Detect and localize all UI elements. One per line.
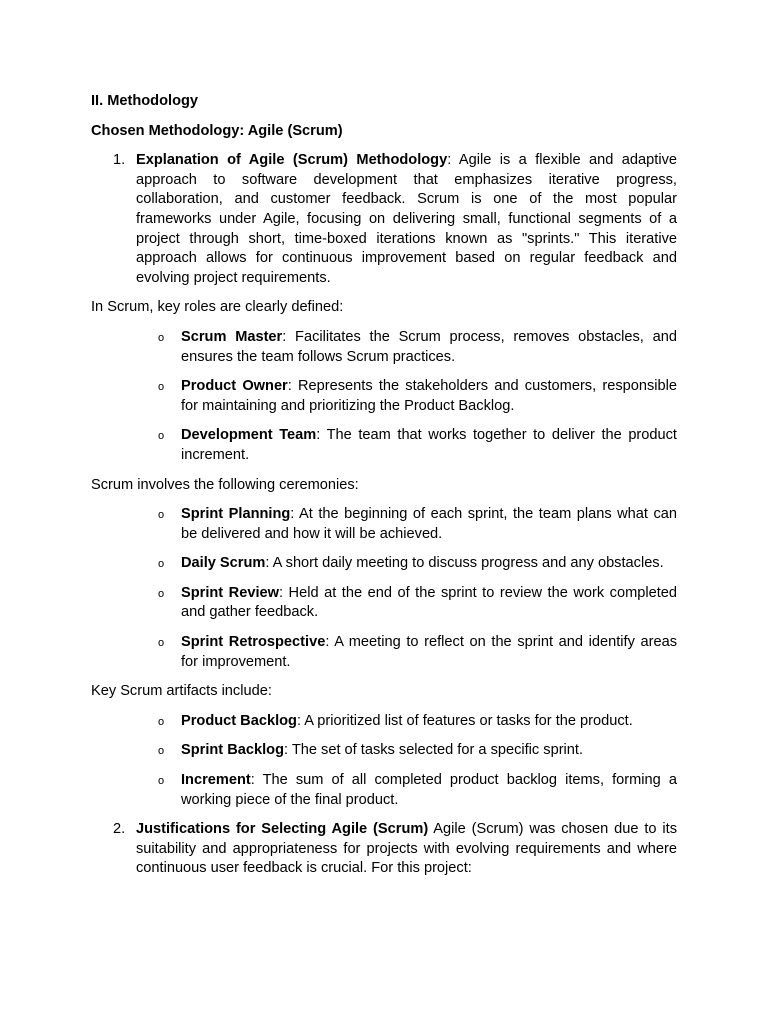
item-number: 2.: [113, 821, 126, 838]
list-item: [91, 505, 677, 544]
list-item: [91, 741, 677, 761]
bullet-marker: o: [158, 381, 165, 394]
item-number: 1.: [113, 152, 126, 169]
item-title: Explanation of Agile (Scrum) Methodology: [136, 152, 448, 169]
ceremonies-intro: Scrum involves the following ceremonies:: [91, 476, 359, 493]
description: : The team that works together to deliver the product increment.: [181, 427, 677, 463]
bullet-marker: o: [158, 331, 165, 344]
numbered-item-explanation: [91, 151, 677, 288]
bullet-marker: o: [158, 745, 165, 758]
term: Development Team: [181, 427, 317, 444]
list-item: [91, 584, 677, 623]
description: : The sum of all completed product backlog items, forming a working piece of the final product.: [181, 772, 677, 808]
bullet-marker: o: [158, 509, 165, 522]
term: Sprint Review: [181, 584, 279, 601]
list-item: [91, 633, 677, 672]
term: Sprint Retrospective: [181, 634, 326, 651]
bullet-marker: o: [158, 587, 165, 600]
description: : Represents the stakeholders and customers, responsible for maintaining and prioritizing the Product Backlog.: [181, 378, 677, 414]
description: : Held at the end of the sprint to review the work completed and gather feedback.: [181, 584, 678, 621]
item-text: : Agile is a flexible and adaptive approach to software development that emphasizes iterative progress, collaboration, and customer feedback. Scrum is one of the most popular frameworks under Agile, focusing on delivering small, functional segments of a project through short, time-boxed iterations known as "sprints." This iterative approach allows for continuous improvement based on regular feedback and evolving project requirements.: [136, 152, 677, 286]
list-item: [91, 771, 677, 810]
roles-list: [91, 328, 677, 466]
item-title: Justifications for Selecting Agile (Scrum): [136, 821, 429, 838]
section-title: II. Methodology: [91, 93, 199, 109]
bullet-marker: o: [158, 775, 165, 788]
chosen-methodology-heading: Chosen Methodology: Agile (Scrum): [91, 122, 343, 139]
bullet-marker: o: [158, 715, 165, 728]
term: Increment: [181, 772, 251, 789]
bullet-marker: o: [158, 637, 165, 650]
ceremonies-list: [91, 505, 677, 672]
term: Scrum Master: [181, 328, 283, 345]
description: : A meeting to reflect on the sprint and identify areas for improvement.: [181, 634, 678, 670]
bullet-marker: o: [158, 558, 165, 571]
list-item: [91, 712, 677, 732]
description: : A short daily meeting to discuss progress and any obstacles.: [265, 555, 664, 572]
roles-intro: In Scrum, key roles are clearly defined:: [91, 299, 344, 316]
description: : At the beginning of each sprint, the team plans what can be delivered and how it will be achieved.: [181, 506, 677, 542]
description: : A prioritized list of features or tasks for the product.: [296, 712, 633, 729]
artifacts-intro: Key Scrum artifacts include:: [91, 683, 272, 700]
description: : Facilitates the Scrum process, removes obstacles, and ensures the team follows Scrum practices.: [181, 328, 677, 365]
term: Product Backlog: [181, 712, 297, 729]
numbered-item-justifications: [91, 820, 677, 879]
item-text: Agile (Scrum) was chosen due to its suitability and appropriateness for projects with evolving requirements and where continuous user feedback is crucial. For this project:: [136, 821, 677, 877]
list-item: [91, 328, 677, 367]
description: : The set of tasks selected for a specific sprint.: [283, 742, 584, 759]
bullet-marker: o: [158, 430, 165, 443]
term: Sprint Backlog: [181, 742, 284, 759]
term: Daily Scrum: [181, 555, 266, 572]
artifacts-list: [91, 712, 677, 810]
list-item: [91, 377, 677, 416]
list-item: [91, 554, 677, 574]
term: Product Owner: [181, 378, 288, 395]
term: Sprint Planning: [181, 506, 291, 523]
document-body: [91, 92, 677, 889]
list-item: [91, 426, 677, 465]
